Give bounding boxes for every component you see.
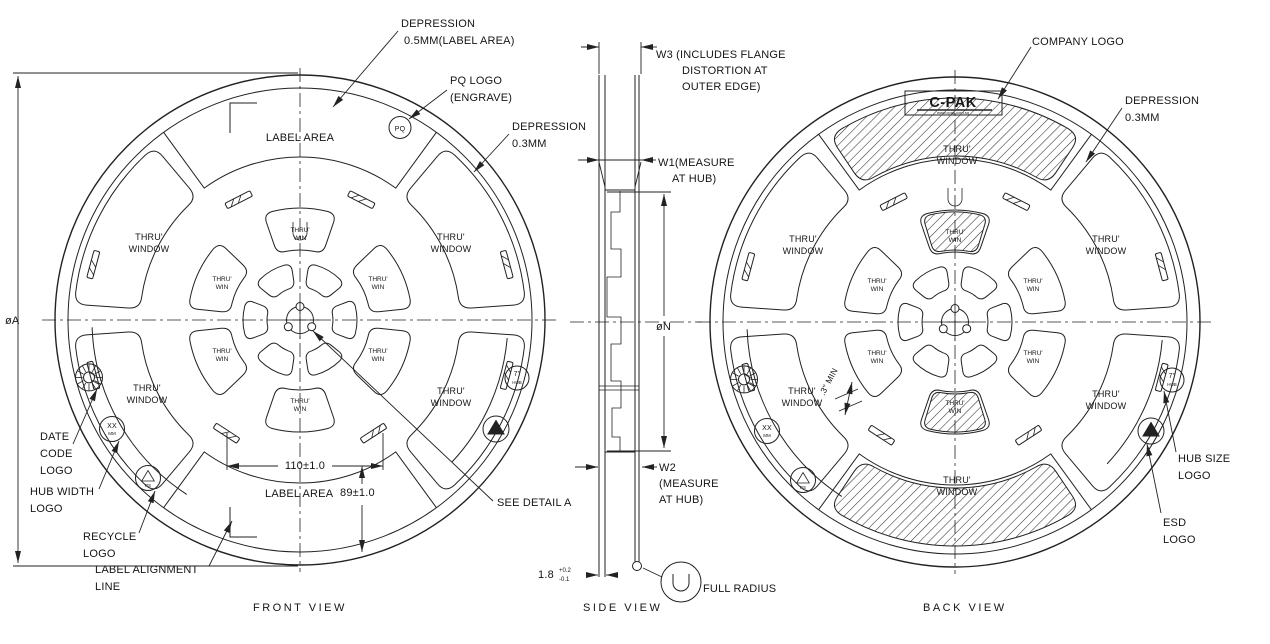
pq-engrave-text: PQ xyxy=(394,126,406,133)
w2-label: (MEASURE xyxy=(659,478,719,490)
thru-win-label: THRU' xyxy=(212,276,232,283)
leader-line xyxy=(1164,391,1176,452)
inner-window-cutout xyxy=(258,343,294,375)
flange-lines xyxy=(599,75,639,577)
recycle-label: RECYCLE xyxy=(83,531,137,543)
thru-window-label: THRU' xyxy=(1092,389,1120,399)
hub-size-label: LOGO xyxy=(1178,470,1211,482)
w1-label: AT HUB) xyxy=(672,173,717,185)
back-view-caption: BACK VIEW xyxy=(923,602,1007,614)
line-work xyxy=(868,425,895,445)
hub-crosshair xyxy=(281,301,319,339)
thru-win-label: WIN xyxy=(215,284,229,291)
esd-label: LOGO xyxy=(1163,534,1196,546)
thru-window-cutout xyxy=(1062,334,1179,491)
thru-win-label: WIN xyxy=(1026,286,1040,293)
recycle-logo-text: PS xyxy=(799,485,807,490)
inner-window-cutout xyxy=(961,345,997,377)
thru-window-label: WINDOW xyxy=(1085,246,1127,256)
thru-window-label: WINDOW xyxy=(782,246,824,256)
hub-size-logo-text: 7" xyxy=(1168,373,1176,380)
leader-line xyxy=(333,31,398,107)
extension-line xyxy=(599,42,641,74)
company-logo-text: C-PAK xyxy=(929,95,977,111)
line-work xyxy=(213,423,240,443)
inner-window-cutout xyxy=(258,265,294,297)
tape-slot xyxy=(742,252,755,281)
w2-label: AT HUB) xyxy=(659,494,704,506)
pq-logo-label: PQ LOGO xyxy=(450,75,503,87)
full-radius-leader xyxy=(643,568,662,577)
thru-win-label: THRU' xyxy=(368,276,388,283)
date-code-logo xyxy=(76,364,103,391)
hub-size-logo-text: HUB xyxy=(1167,382,1177,387)
label-area-bottom-text: LABEL AREA xyxy=(265,488,334,500)
side-view-section xyxy=(570,75,702,602)
leader-line xyxy=(209,521,232,566)
thru-window-label: WINDOW xyxy=(781,398,823,408)
w3-label: DISTORTION AT xyxy=(682,65,768,77)
thickness-tolerance: +0.2 xyxy=(559,568,571,574)
thru-win-label: WIN xyxy=(371,356,385,363)
label-alignment-label: LABEL ALIGNMENT xyxy=(95,564,199,576)
w3-label: OUTER EDGE) xyxy=(682,81,761,93)
dim-110-text: 110±1.0 xyxy=(284,460,326,472)
line-work xyxy=(225,191,253,209)
date-code-label: CODE xyxy=(40,448,73,460)
tape-slot xyxy=(225,191,253,209)
line-work xyxy=(880,193,908,211)
thru-win-label: THRU' xyxy=(945,229,965,236)
thru-window-label: WINDOW xyxy=(1085,401,1127,411)
tape-slot xyxy=(1155,363,1168,392)
thru-window-label: THRU' xyxy=(788,386,816,396)
recycle-logo-text: PS xyxy=(144,483,152,488)
line-work xyxy=(500,250,513,279)
thru-window-label: THRU' xyxy=(1092,234,1120,244)
pq-logo-label: (ENGRAVE) xyxy=(450,92,513,104)
line-work xyxy=(1006,194,1021,206)
line-work xyxy=(84,372,95,383)
inner-window-cutout xyxy=(913,345,949,377)
dim-diameter-a-text: øA xyxy=(5,315,20,327)
leader-line xyxy=(409,90,447,119)
thru-win-label: WIN xyxy=(870,358,884,365)
hub-key-notch xyxy=(308,323,316,331)
label-alignment-mark xyxy=(230,103,257,133)
w2-label: W2 xyxy=(659,462,676,474)
thru-win-label: THRU' xyxy=(290,398,310,405)
side-view-caption: SIDE VIEW xyxy=(583,602,663,614)
thru-window-label: WINDOW xyxy=(430,398,472,408)
thru-win-label: WIN xyxy=(948,237,962,244)
depression-03-label: 0.3MM xyxy=(512,138,547,150)
thru-window-label: WINDOW xyxy=(128,244,170,254)
thru-win-label: THRU' xyxy=(867,350,887,357)
label-area-top-text: LABEL AREA xyxy=(265,132,335,144)
line-work xyxy=(883,197,898,209)
thru-window-label: WINDOW xyxy=(936,487,978,497)
tape-slot xyxy=(87,250,100,279)
leader-line xyxy=(73,389,97,444)
depression-03-label: DEPRESSION xyxy=(512,121,587,133)
front-view-caption: FRONT VIEW xyxy=(253,602,347,614)
thru-win-label: THRU' xyxy=(1023,350,1043,357)
hub-width-label: LOGO xyxy=(30,503,63,515)
thru-window-cutout xyxy=(1062,153,1179,310)
thru-window-cutout xyxy=(76,151,193,308)
line-work xyxy=(797,473,810,484)
flange-edge-dot xyxy=(633,562,642,571)
hub-key-notch xyxy=(939,325,947,333)
line-work xyxy=(142,471,155,482)
thru-window-cutout xyxy=(407,151,524,308)
thru-window-label: WINDOW xyxy=(936,156,978,166)
company-logo-url: www.cpak.com.sg xyxy=(936,110,970,115)
line-work xyxy=(1002,193,1030,211)
thru-window-cutout xyxy=(731,153,848,310)
thru-window-cutout xyxy=(407,332,524,489)
leader-line xyxy=(1147,444,1161,513)
line-work xyxy=(83,366,86,372)
thru-window-label: THRU' xyxy=(135,232,163,242)
tape-slot xyxy=(500,250,513,279)
tape-slot xyxy=(1002,193,1030,211)
tape-slot xyxy=(868,425,895,445)
thru-win-label: WIN xyxy=(371,284,385,291)
hub-size-logo-text: HUB xyxy=(512,380,522,385)
hub-width-logo-text: MM xyxy=(763,433,771,438)
tape-slot xyxy=(213,423,240,443)
inner-window-cutout xyxy=(306,265,342,297)
hub-key-notch xyxy=(284,323,292,331)
thru-win-label: WIN xyxy=(870,286,884,293)
label-alignment-mark xyxy=(230,507,257,537)
hub-step-profile xyxy=(607,191,621,451)
company-logo-label: COMPANY LOGO xyxy=(1032,36,1124,48)
hub-width-logo-text: MM xyxy=(108,431,116,436)
thru-win-label: WIN xyxy=(293,406,307,413)
line-work xyxy=(1155,252,1168,281)
thru-window-label: THRU' xyxy=(789,234,817,244)
dim-89-text: 89±1.0 xyxy=(340,487,375,499)
thru-win-label: THRU' xyxy=(945,400,965,407)
hub-crosshair xyxy=(936,303,974,341)
hub-width-logo-text: XX xyxy=(107,423,117,430)
label-alignment-label: LINE xyxy=(95,581,121,593)
thru-window-cutout xyxy=(731,334,848,491)
hub-key-notch xyxy=(963,325,971,333)
tape-slot xyxy=(1155,252,1168,281)
see-detail-label: SEE DETAIL A xyxy=(497,497,572,509)
line-work xyxy=(351,192,366,204)
depression-03-label: 0.3MM xyxy=(1125,112,1160,124)
hub-top-bottom xyxy=(605,190,635,452)
thru-win-label: THRU' xyxy=(290,227,310,234)
thru-window-label: WINDOW xyxy=(430,244,472,254)
line-work xyxy=(738,368,741,374)
tape-slot xyxy=(500,361,513,390)
hub-size-logo-text: 7" xyxy=(513,371,521,378)
depression-05-label: DEPRESSION xyxy=(401,18,476,30)
date-code-label: DATE xyxy=(40,431,70,443)
thickness-text: 1.8 xyxy=(538,569,554,581)
thru-win-label: WIN xyxy=(1026,358,1040,365)
thru-win-label: THRU' xyxy=(212,348,232,355)
tape-slot xyxy=(880,193,908,211)
dimension-line-min3 xyxy=(845,382,852,415)
hub-size-label: HUB SIZE xyxy=(1178,453,1231,465)
date-code-label: LOGO xyxy=(40,465,73,477)
thru-win-label: THRU' xyxy=(867,278,887,285)
recycle-label: LOGO xyxy=(83,548,116,560)
tape-slot xyxy=(347,191,375,209)
leader-line xyxy=(998,47,1031,99)
depression-05-label: 0.5MM(LABEL AREA) xyxy=(404,35,515,47)
leader-line xyxy=(139,491,155,533)
inner-window-cutout xyxy=(306,343,342,375)
dim-n-text: øN xyxy=(656,321,672,333)
thru-window-label: THRU' xyxy=(133,383,161,393)
full-radius-profile xyxy=(673,574,689,591)
hub-width-label: HUB WIDTH xyxy=(30,486,95,498)
full-radius-detail-circle xyxy=(661,562,701,602)
thru-window-label: THRU' xyxy=(437,232,465,242)
w3-label: W3 (INCLUDES FLANGE xyxy=(656,49,786,61)
min-width-dim-text: .3" MIN xyxy=(817,366,840,397)
date-code-logo xyxy=(731,366,758,393)
tape-slot xyxy=(1015,425,1042,445)
thru-win-label: THRU' xyxy=(368,348,388,355)
thru-window-label: THRU' xyxy=(437,386,465,396)
esd-label: ESD xyxy=(1163,517,1187,529)
leader-line xyxy=(313,331,493,501)
line-work xyxy=(228,195,243,207)
thru-win-label: THRU' xyxy=(1023,278,1043,285)
line-work xyxy=(347,191,375,209)
inner-window-cutout xyxy=(961,267,997,299)
line-work xyxy=(1015,425,1042,445)
thickness-tolerance: -0.1 xyxy=(559,577,570,583)
thru-window-cutout xyxy=(76,332,193,489)
full-radius-label: FULL RADIUS xyxy=(703,583,777,595)
hub-width-logo-text: XX xyxy=(762,425,772,432)
thru-window-label: WINDOW xyxy=(126,395,168,405)
thru-window-label: THRU' xyxy=(943,144,971,154)
depression-03-label: DEPRESSION xyxy=(1125,95,1200,107)
w1-label: W1(MEASURE xyxy=(658,157,735,169)
line-work xyxy=(739,374,750,385)
thru-window-label: THRU' xyxy=(943,475,971,485)
inner-window-cutout xyxy=(913,267,949,299)
thru-win-label: WIN xyxy=(215,356,229,363)
thru-win-label: WIN xyxy=(948,408,962,415)
thru-win-label: WIN xyxy=(293,235,307,242)
